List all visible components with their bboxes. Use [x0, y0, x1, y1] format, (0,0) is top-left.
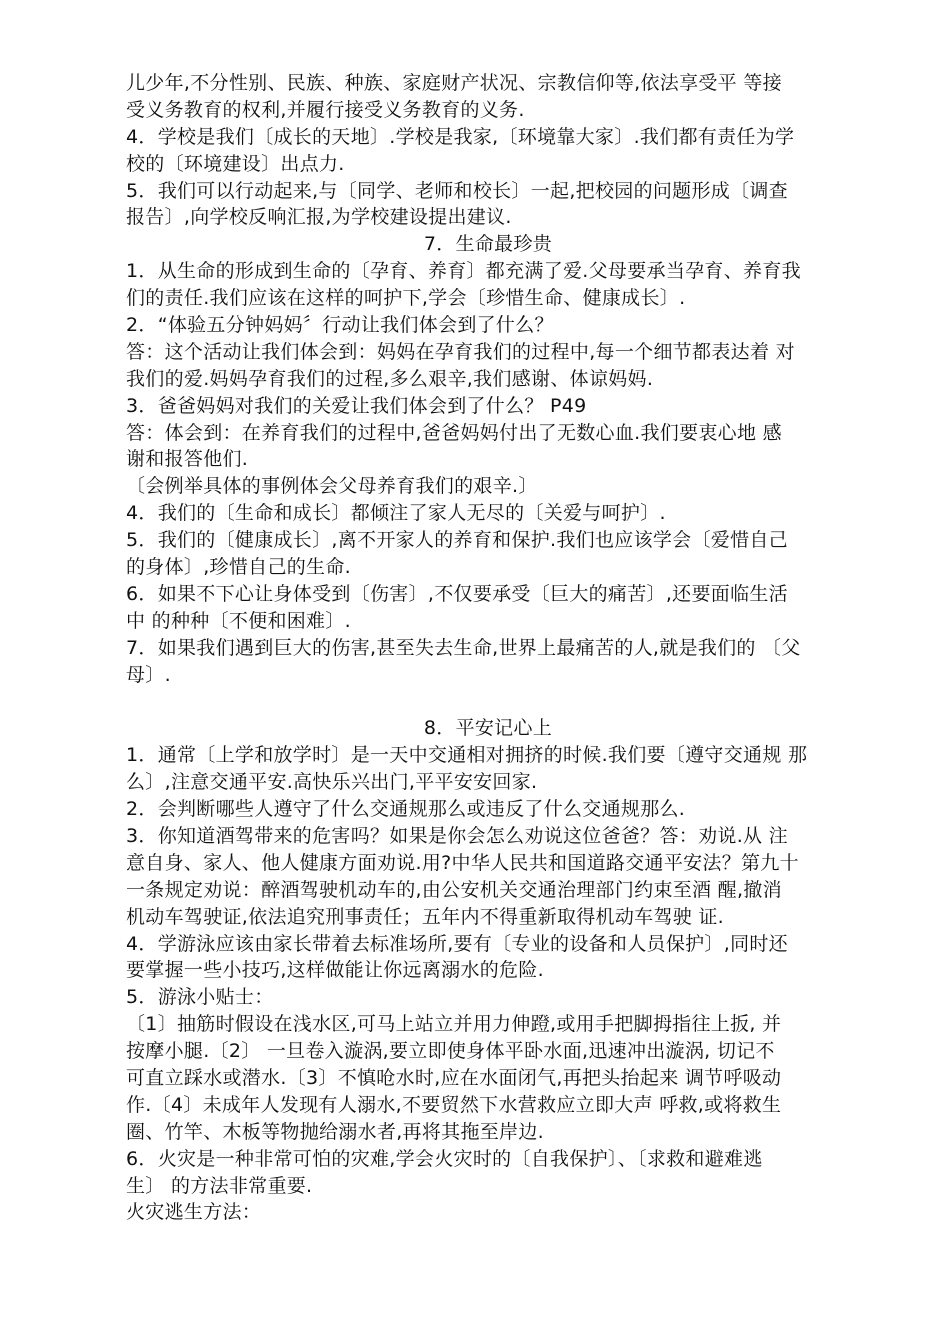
- text-line: 2．“体验五分钟妈妈〞行动让我们体会到了什么？: [126, 314, 554, 337]
- text-line: 意自身、家人、他人健康方面劝说.用?中华人民共和国道路交通平安法？第九十: [126, 851, 799, 874]
- text-line: 1．从生命的形成到生命的〔孕育、养育〕都充满了爱.父母要承当孕育、养育我: [126, 260, 801, 283]
- text-line: 的身体〕,珍惜自己的生命.: [126, 556, 351, 579]
- text-line: 5．我们可以行动起来,与〔同学、老师和校长〕一起,把校园的问题形成〔调查: [126, 179, 788, 202]
- text-line: 们的责任.我们应该在这样的呵护下,学会〔珍惜生命、健康成长〕.: [126, 287, 686, 310]
- text-line: 火灾逃生方法：: [126, 1201, 262, 1224]
- text-line: 5．我们的〔健康成长〕,离不开家人的养育和保护.我们也应该学会〔爱惜自己: [126, 529, 788, 552]
- blank-line: [126, 688, 850, 715]
- text-line: 可直立踩水或潜水.〔3〕不慎呛水时,应在水面闭气,再把头抬起来 调节呼吸动: [126, 1066, 782, 1089]
- text-line: 3．爸爸妈妈对我们的关爱让我们体会到了什么？ P49: [126, 394, 587, 417]
- text-line: 2．会判断哪些人遵守了什么交通规那么或违反了什么交通规那么.: [126, 798, 686, 821]
- text-line: 圈、竹竿、木板等物抛给溺水者,再将其拖至岸边.: [126, 1120, 544, 1143]
- text-line: 4．我们的〔生命和成长〕都倾注了家人无尽的〔关爱与呵护〕.: [126, 502, 666, 525]
- text-line: 答：这个活动让我们体会到：妈妈在孕育我们的过程中,每一个细节都表达着 对: [126, 340, 795, 363]
- text-line: 按摩小腿.〔2〕 一旦卷入漩涡,要立即使身体平卧水面,迅速冲出漩涡, 切记不: [126, 1040, 775, 1063]
- text-line: 1．通常〔上学和放学时〕是一天中交通相对拥挤的时候.我们要〔遵守交通规 那: [126, 744, 808, 767]
- text-line: 中 的种种〔不便和困难〕.: [126, 609, 351, 632]
- text-line: 生〕 的方法非常重要.: [126, 1174, 313, 1197]
- text-line: 3．你知道酒驾带来的危害吗？如果是你会怎么劝说这位爸爸？答：劝说.从 注: [126, 824, 788, 847]
- text-line: 受义务教育的权利,并履行接受义务教育的义务.: [126, 98, 525, 121]
- text-line: 作.〔4〕未成年人发现有人溺水,不要贸然下水营救应立即大声 呼救,或将救生: [126, 1093, 782, 1116]
- text-line: 〔会例举具体的事例体会父母养育我们的艰辛.〕: [126, 475, 538, 498]
- text-line: 4．学校是我们〔成长的天地〕.学校是我家,〔环境靠大家〕.我们都有责任为学: [126, 125, 795, 148]
- text-line: 儿少年,不分性别、民族、种族、家庭财产状况、宗教信仰等,依法享受平 等接: [126, 72, 782, 94]
- text-line: 6．如果不下心让身体受到〔伤害〕,不仅要承受〔巨大的痛苦〕,还要面临生活: [126, 582, 788, 605]
- text-line: 7．如果我们遇到巨大的伤害,甚至失去生命,世界上最痛苦的人,就是我们的 〔父: [126, 636, 801, 659]
- text-line: 机动车驾驶证,依法追究刑事责任；五年内不得重新取得机动车驾驶 证.: [126, 905, 725, 928]
- text-line: 我们的爱.妈妈孕育我们的过程,多么艰辛,我们感谢、体谅妈妈.: [126, 367, 654, 390]
- text-line: 要掌握一些小技巧,这样做能让你远离溺水的危险.: [126, 959, 544, 982]
- text-line: 5．游泳小贴士：: [126, 986, 274, 1009]
- document-body: [126, 70, 850, 1226]
- text-line: 谢和报答他们.: [126, 448, 249, 471]
- text-line: 报告〕,向学校反响汇报,为学校建设提出建议.: [126, 206, 512, 229]
- text-line: 一条规定劝说：醉酒驾驶机动车的,由公安机关交通治理部门约束至酒 醒,撤消: [126, 878, 782, 901]
- text-line: 么〕,注意交通平安.高快乐兴出门,平平安安回家.: [126, 771, 538, 794]
- text-line: 6．火灾是一种非常可怕的灾难,学会火灾时的〔自我保护〕、〔求救和避难逃: [126, 1147, 763, 1170]
- text-line: 校的〔环境建设〕出点力.: [126, 152, 345, 175]
- text-line: 〔1〕抽筋时假设在浅水区,可马上站立并用力伸蹬,或用手把脚拇指往上扳, 并: [126, 1013, 782, 1036]
- section-heading: 8．平安记心上: [423, 717, 553, 740]
- section-heading: 7．生命最珍贵: [423, 233, 553, 256]
- text-line: 4．学游泳应该由家长带着去标准场所,要有〔专业的设备和人员保护〕,同时还: [126, 932, 788, 955]
- text-line: 答：体会到：在养育我们的过程中,爸爸妈妈付出了无数心血.我们要衷心地 感: [126, 421, 782, 444]
- text-line: 母〕.: [126, 663, 171, 686]
